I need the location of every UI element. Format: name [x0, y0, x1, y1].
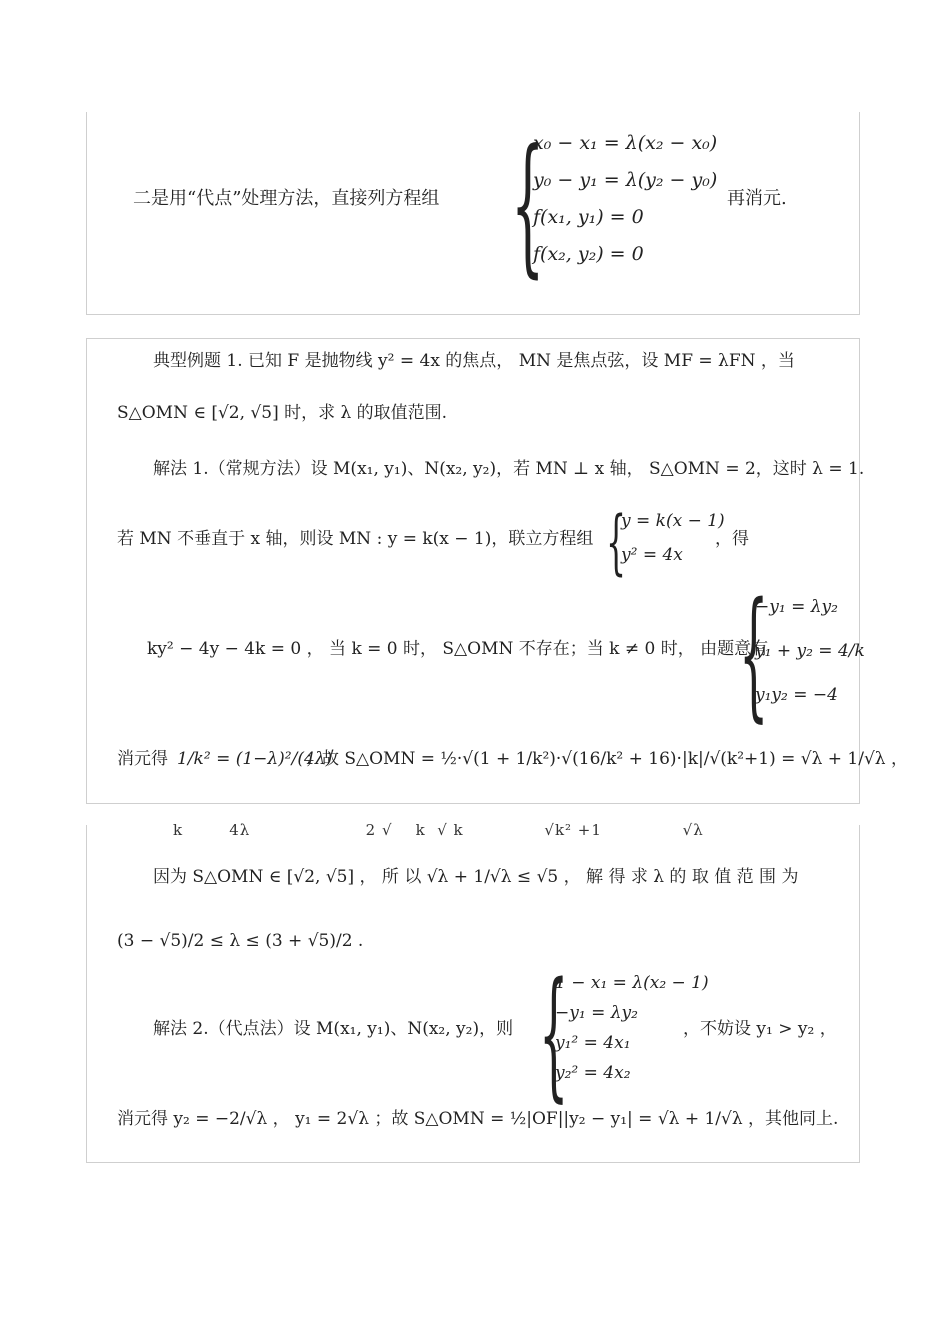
system-row: y₁y₂ = −4: [755, 685, 838, 705]
system-row: f(x₁, y₁) = 0: [533, 206, 644, 228]
method-note-panel: [86, 112, 860, 315]
system-row: y₂² = 4x₂: [555, 1063, 631, 1083]
tail-text: 再消元.: [727, 188, 787, 209]
system-row: x₀ − x₁ = λ(x₂ − x₀): [533, 132, 718, 154]
because-line: 因为 S△OMN ∈ [√2, √5] ， 所 以 √λ + 1/√λ ≤ √5 ， 解 得 求 λ 的 取 值 范 围 为: [153, 867, 799, 887]
solution1-line-2: 若 MN 不垂直于 x 轴，则设 MN : y = k(x − 1)，联立方程组: [117, 529, 594, 549]
left-brace: {: [606, 501, 627, 583]
system-row: y₀ − y₁ = λ(y₂ − y₀): [533, 169, 718, 191]
solution1-line-3: ky² − 4y − 4k = 0 ， 当 k = 0 时， S△OMN 不存在；当 k ≠ 0 时， 由题意有: [147, 639, 769, 659]
problem-line-1: 典型例题 1. 已知 F 是抛物线 y² = 4x 的焦点， MN 是焦点弦，设 MF = λFN ，当: [153, 351, 795, 371]
cut-off-text: k 4λ 2 √ k √ k √k² +1 √λ: [173, 821, 704, 839]
continuation-panel: [86, 821, 860, 1163]
system-row: y₁ + y₂ = 4/k: [755, 641, 865, 661]
eliminate-equation: 1/k² = (1−λ)²/(4λ): [177, 749, 333, 769]
area-formula: ；故 S△OMN = ½·√(1 + 1/k²)·√(16/k² + 16)·|k|/√(k²+1) = √λ + 1/√λ ，: [305, 749, 908, 769]
range-result: (3 − √5)/2 ≤ λ ≤ (3 + √5)/2 .: [117, 931, 364, 951]
left-brace: {: [539, 953, 569, 1116]
solution1-line-2-tail: ，得: [715, 529, 749, 549]
final-line: 消元得 y₂ = −2/√λ ， y₁ = 2√λ ；故 S△OMN = ½|OF||y₂ − y₁| = √λ + 1/√λ ，其他同上.: [117, 1109, 839, 1129]
problem-line-2: S△OMN ∈ [√2, √5] 时，求 λ 的取值范围.: [117, 403, 448, 423]
left-brace: {: [739, 573, 769, 736]
example-panel: [86, 338, 908, 804]
solution1-line-1: 解法 1.（常规方法）设 M(x₁, y₁)、N(x₂, y₂)，若 MN ⊥ x 轴， S△OMN = 2，这时 λ = 1.: [153, 459, 865, 479]
solution2-tail: ，不妨设 y₁ > y₂ ，: [683, 1019, 837, 1039]
eliminate-label: 消元得: [117, 749, 168, 769]
system-row: y² = 4x: [621, 545, 683, 565]
system-row: f(x₂, y₂) = 0: [533, 243, 644, 265]
intro-text: 二是用“代点”处理方法，直接列方程组: [133, 188, 440, 209]
left-brace: {: [511, 118, 545, 292]
system-row: −y₁ = λy₂: [555, 1003, 638, 1023]
system-row: −y₁ = λy₂: [755, 597, 838, 617]
system-row: 1 − x₁ = λ(x₂ − 1): [555, 973, 709, 993]
solution2-line: 解法 2.（代点法）设 M(x₁, y₁)、N(x₂, y₂)，则: [153, 1019, 514, 1039]
system-row: y₁² = 4x₁: [555, 1033, 631, 1053]
system-row: y = k(x − 1): [621, 511, 725, 531]
